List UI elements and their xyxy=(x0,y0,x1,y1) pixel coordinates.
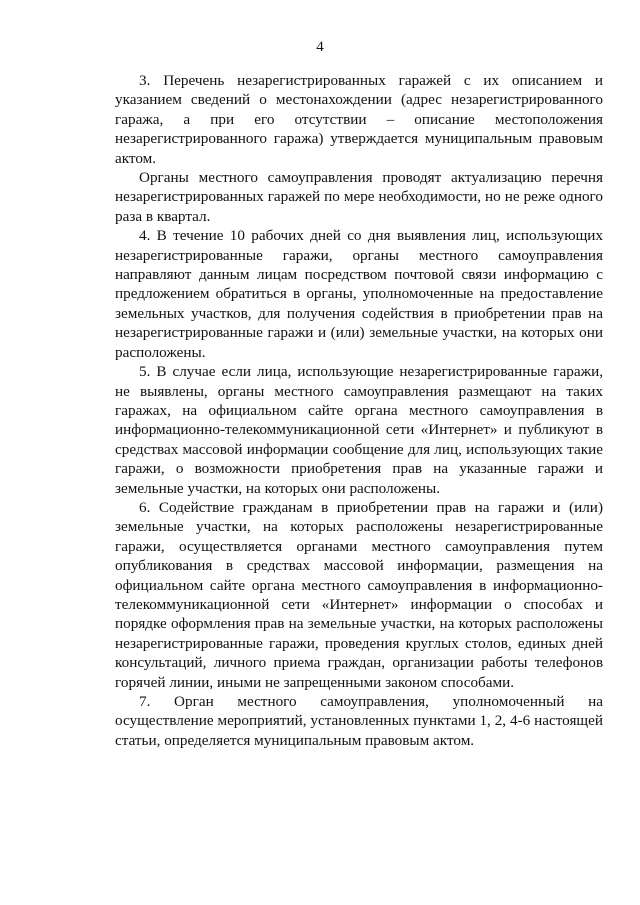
page-number: 4 xyxy=(316,39,324,55)
paragraph-6-assistance: 6. Содействие гражданам в приобретении прав на гаражи и (или) земельные участки, на которых расположены незарегистрированные гаражи, осуществляется органами местного самоуправления путем опубликования в средствах массовой информации, размещения на официальном сайте органа местного самоуправления в информационно-телекоммуникационной сети «Интернет» информации о способах и порядке оформления прав на земельные участки, на которых расположены незарегистрированные гаражи, проведения круглых столов, единых дней консультаций, личного приема граждан, организации работы телефонов горячей линии, иными не запрещенными законом способами. xyxy=(115,498,603,691)
paragraph-5-unidentified-users: 5. В случае если лица, использующие незарегистрированные гаражи, не выявлены, органы местного самоуправления размещают на таких гаражах, на официальном сайте органа местного самоуправления в информационно-телекоммуникационной сети «Интернет» и публикуют в средствах массовой информации сообщение для лиц, использующих такие гаражи, о возможности приобретения прав на указанные гаражи и земельные участки, на которых они расположены. xyxy=(115,363,603,497)
paragraph-3-list-approval: 3. Перечень незарегистрированных гаражей с их описанием и указанием сведений о местонахождении (адрес незарегистрированного гаража, а при его отсутствии – описание местоположения незарегистрированного гаража) утверждается муниципальным правовым актом. xyxy=(115,72,603,167)
document-body xyxy=(115,71,603,750)
paragraph-list-update: Органы местного самоуправления проводят актуализацию перечня незарегистрированных гаражей по мере необходимости, но не реже одного раза в квартал. xyxy=(115,169,603,225)
paragraph-4-notification: 4. В течение 10 рабочих дней со дня выявления лиц, использующих незарегистрированные гаражи, органы местного самоуправления направляют данным лицам посредством почтовой связи информацию с предложением обратиться в органы, уполномоченные на предоставление земельных участков, для получения содействия в приобретении прав на незарегистрированные гаражи и (или) земельные участки, на которых они расположены. xyxy=(115,227,603,361)
paragraph-7-authorized-body: 7. Орган местного самоуправления, уполномоченный на осуществление мероприятий, установленных пунктами 1, 2, 4-6 настоящей статьи, определяется муниципальным правовым актом. xyxy=(115,693,603,749)
